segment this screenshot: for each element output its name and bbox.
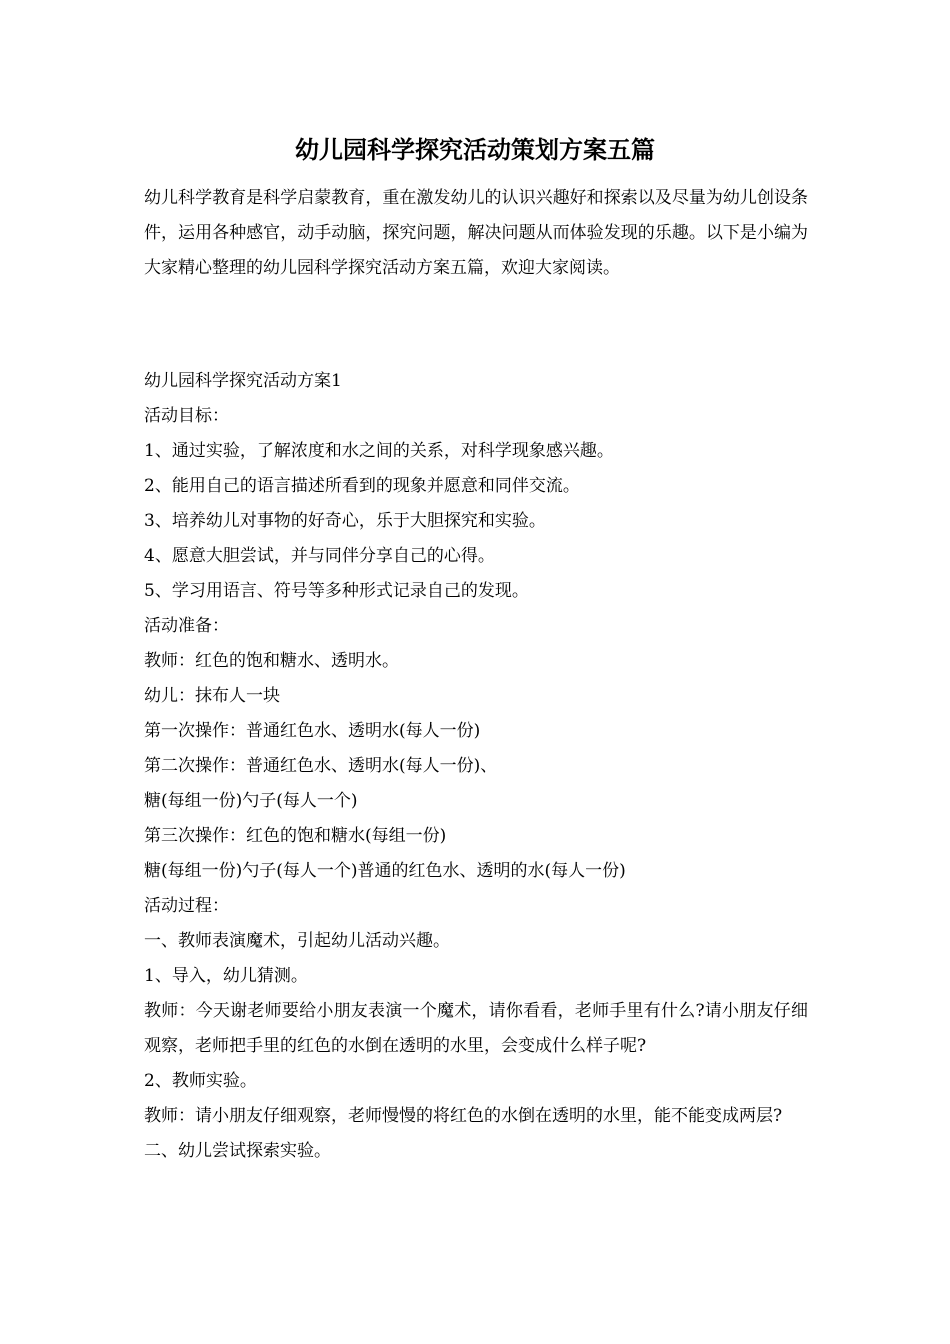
prep-item: 第二次操作：普通红色水、透明水(每人一份)、 [144, 756, 498, 776]
goal-item: 2、能用自己的语言描述所看到的现象并愿意和同伴交流。 [144, 476, 580, 496]
prep-item: 教师：红色的饱和糖水、透明水。 [144, 651, 399, 671]
prep-item: 糖(每组一份)勺子(每人一个) [144, 791, 358, 811]
goal-item: 3、培养幼儿对事物的好奇心，乐于大胆探究和实验。 [144, 511, 546, 531]
goal-item: 4、愿意大胆尝试，并与同伴分享自己的心得。 [144, 546, 495, 566]
step-heading: 一、教师表演魔术，引起幼儿活动兴趣。 [144, 931, 450, 951]
prep-item: 第一次操作：普通红色水、透明水(每人一份) [144, 721, 481, 741]
process-heading: 活动过程： [144, 896, 229, 916]
goals-heading: 活动目标： [144, 406, 229, 426]
goal-item: 5、学习用语言、符号等多种形式记录自己的发现。 [144, 581, 529, 601]
step-paragraph: 教师：今天谢老师要给小朋友表演一个魔术，请你看看，老师手里有什么?请小朋友仔细观察，老师把手里的红色的水倒在透明的水里，会变成什么样子呢? [144, 1001, 808, 1056]
document-title: 幼儿园科学探究活动策划方案五篇 [295, 135, 655, 164]
section-title: 幼儿园科学探究活动方案1 [144, 371, 342, 391]
prep-item: 第三次操作：红色的饱和糖水(每组一份) [144, 826, 447, 846]
step-paragraph: 教师：请小朋友仔细观察，老师慢慢的将红色的水倒在透明的水里，能不能变成两层? [144, 1106, 783, 1126]
intro-paragraph: 幼儿科学教育是科学启蒙教育，重在激发幼儿的认识兴趣好和探索以及尽量为幼儿创设条件，运用各种感官，动手动脑，探究问题，解决问题从而体验发现的乐趣。以下是小编为大家精心整理的幼儿园科学探究活动方案五篇，欢迎大家阅读。 [144, 188, 808, 278]
substep-heading: 2、教师实验。 [144, 1071, 257, 1091]
goal-item: 1、通过实验，了解浓度和水之间的关系，对科学现象感兴趣。 [144, 441, 614, 461]
document-body [144, 364, 808, 1169]
prep-item: 糖(每组一份)勺子(每人一个)普通的红色水、透明的水(每人一份) [144, 861, 626, 881]
step-heading: 二、幼儿尝试探索实验。 [144, 1141, 331, 1161]
substep-heading: 1、导入，幼儿猜测。 [144, 966, 308, 986]
prep-heading: 活动准备： [144, 616, 229, 636]
prep-item: 幼儿：抹布人一块 [144, 686, 280, 706]
